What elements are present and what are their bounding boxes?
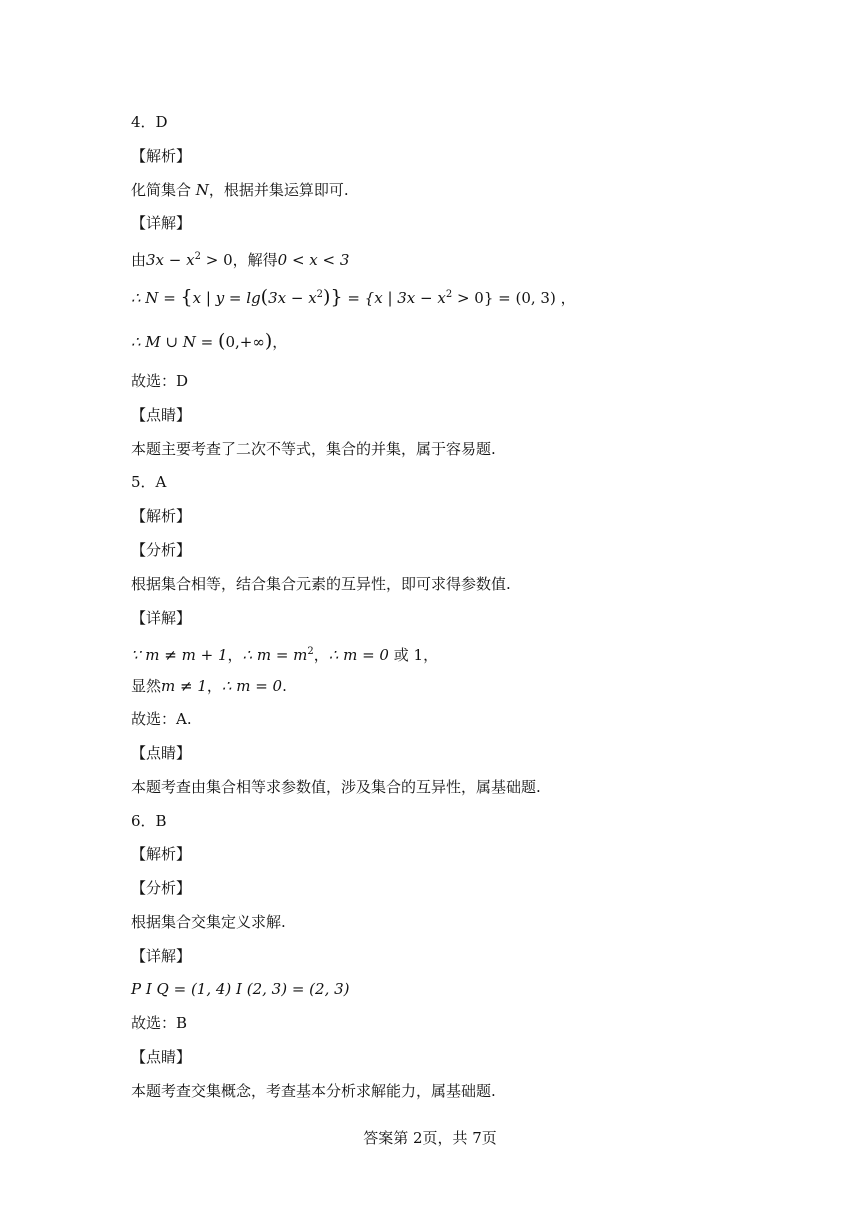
q4-step3-inner: 0,+∞ xyxy=(225,333,265,351)
page-footer: 答案第 2页，共 7页 xyxy=(363,1129,497,1147)
q4-step2-brace-close: } xyxy=(330,286,343,308)
q5-step1 xyxy=(131,642,438,665)
q5-step2-a: 显然 xyxy=(131,677,162,695)
q4-step1-c: ，解得 xyxy=(232,251,278,269)
q4-step2 xyxy=(131,285,576,308)
q4-step2-brace-open: { xyxy=(180,286,193,308)
q4-analysis-text-a: 化简集合 xyxy=(131,181,196,199)
q5-step2-b: m ≠ 1 xyxy=(161,677,207,695)
q5-step1-f: 或 1， xyxy=(388,646,439,664)
q5-step1-e: ∴ m = 0 xyxy=(328,646,389,664)
q4-step3-a: ∴ M ∪ N = xyxy=(131,333,219,351)
q4-comment-text: 本题主要考查了二次不等式，集合的并集，属于容易题. xyxy=(131,440,496,458)
q5-analysis-header: 【解析】 xyxy=(131,507,192,525)
q5-step1-sup: 2 xyxy=(307,646,314,657)
q4-step2-inner-b: 3x − x xyxy=(268,289,317,307)
q4-step1-sup: 2 xyxy=(194,251,201,262)
q4-step2-inner-a: x | y = lg xyxy=(192,289,261,307)
q4-step3-paren-open: ( xyxy=(218,330,226,352)
q4-step1-b: > 0 xyxy=(200,251,233,269)
q4-step2-sup: 2 xyxy=(316,289,324,300)
q4-step1 xyxy=(131,247,349,270)
q4-comment-header: 【点睛】 xyxy=(131,406,192,424)
q6-sub-header: 【分析】 xyxy=(131,879,192,897)
q4-choice: 故选：D xyxy=(131,372,189,390)
q5-step1-a: ∵ m ≠ m + 1 xyxy=(131,646,228,664)
q5-step2-d: ∴ m = 0 xyxy=(221,677,283,695)
q6-number: 6．B xyxy=(131,812,167,830)
q6-comment-text: 本题考查交集概念，考查基本分析求解能力，属基础题. xyxy=(131,1082,496,1100)
q4-step2-eq-b: > 0} = (0, 3) ， xyxy=(452,289,576,307)
q6-comment-header: 【点睛】 xyxy=(131,1048,192,1066)
q5-sub-header: 【分析】 xyxy=(131,541,192,559)
q5-analysis-text: 根据集合相等，结合集合元素的互异性，即可求得参数值. xyxy=(131,575,511,593)
q4-step2-eq-sup: 2 xyxy=(445,289,453,300)
q5-step2-e: . xyxy=(282,677,287,695)
q6-choice: 故选：B xyxy=(131,1014,188,1032)
q4-number: 4．D xyxy=(131,113,168,131)
q5-step1-d: ， xyxy=(313,646,329,664)
q5-detail-header: 【详解】 xyxy=(131,609,192,627)
q4-step2-prefix: ∴ N = xyxy=(131,289,181,307)
q4-step2-eq-a: = {x | 3x − x xyxy=(342,289,446,307)
q4-step2-paren-close: ) xyxy=(323,286,331,308)
q4-step1-a: 由 xyxy=(131,251,147,269)
q4-step1-solution: 0 < x < 3 xyxy=(277,251,350,269)
q5-step1-b: ， xyxy=(227,646,243,664)
q4-analysis-text-b: ，根据并集运算即可. xyxy=(208,181,349,199)
q4-step3-b: ， xyxy=(272,333,288,351)
q6-detail-header: 【详解】 xyxy=(131,947,192,965)
q6-analysis-header: 【解析】 xyxy=(131,845,192,863)
q5-choice: 故选：A. xyxy=(131,710,192,728)
q6-analysis-text: 根据集合交集定义求解. xyxy=(131,913,286,931)
q4-step2-paren-open: ( xyxy=(260,286,269,308)
q5-step1-c: ∴ m = m xyxy=(242,646,308,664)
q6-step1: P I Q = (1, 4) I (2, 3) = (2, 3) xyxy=(131,980,350,998)
q4-analysis-var: N xyxy=(195,181,209,199)
q5-number: 5．A xyxy=(131,473,167,491)
q5-step2 xyxy=(131,676,287,696)
q4-analysis-text xyxy=(131,180,349,200)
q4-detail-header: 【详解】 xyxy=(131,214,192,232)
q4-step1-ineq: 3x − x xyxy=(146,251,195,269)
q4-step3-paren-close: ) xyxy=(264,330,273,352)
q5-step2-c: ， xyxy=(206,677,222,695)
q5-comment-text: 本题考查由集合相等求参数值，涉及集合的互异性，属基础题. xyxy=(131,778,541,796)
q4-step3 xyxy=(131,331,287,352)
q5-comment-header: 【点睛】 xyxy=(131,744,192,762)
q4-analysis-header: 【解析】 xyxy=(131,147,192,165)
